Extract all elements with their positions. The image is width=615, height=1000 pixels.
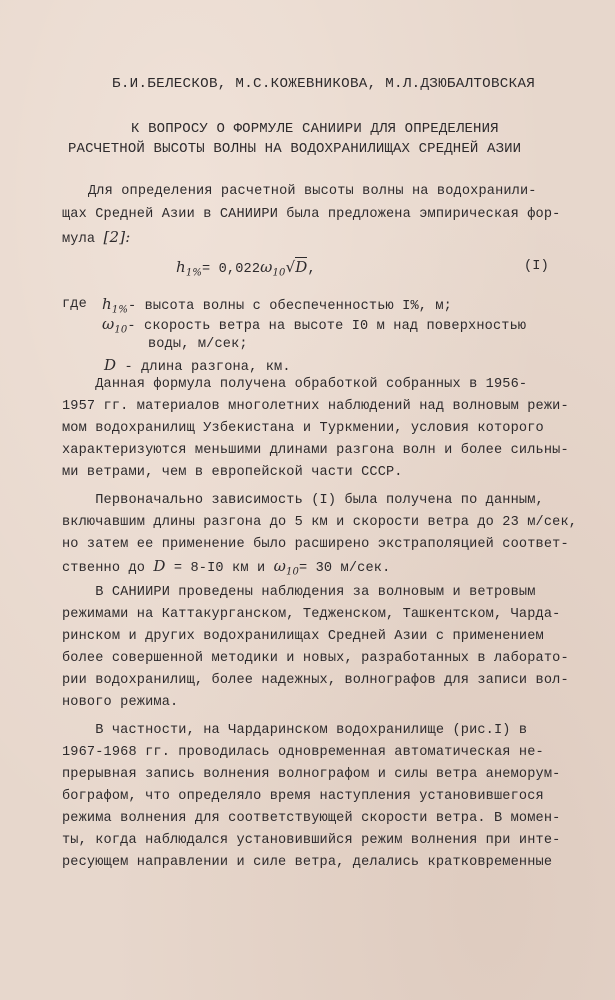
para1-line-5: ми ветрами, чем в европейской части СССР. bbox=[62, 465, 403, 480]
formula-h-subscript: 1% bbox=[185, 267, 202, 279]
para3-line-2: режимами на Каттакурганском, Тедженском, Ташкентском, Чарда- bbox=[62, 607, 561, 622]
formula-sqrt-sign: √ bbox=[285, 258, 296, 276]
para2-line-1: Первоначально зависимость (I) была получена по данным, bbox=[62, 493, 544, 508]
definition-h-symbol: h bbox=[102, 295, 112, 313]
authors-line: Б.И.БЕЛЕСКОВ, М.С.КОЖЕВНИКОВА, М.Л.ДЗЮБАЛТОВСКАЯ bbox=[112, 76, 536, 92]
para4-line-6: ты, когда наблюдался установившийся режим волнения при инте- bbox=[62, 833, 561, 848]
definition-d-symbol: D bbox=[104, 356, 117, 374]
intro-line-3-text: мула bbox=[62, 232, 104, 247]
definition-omega-text: - скорость ветра на высоте I0 м над поверхностью bbox=[127, 319, 527, 334]
intro-line-2: щах Средней Азии в САНИИРИ была предложена эмпирическая фор- bbox=[62, 207, 561, 222]
para4-line-2: 1967-1968 гг. проводилась одновременная автоматическая не- bbox=[62, 745, 544, 760]
para2-line-4-text-a: ственно до bbox=[62, 561, 154, 576]
para2-omega-symbol: ω bbox=[273, 557, 286, 575]
para2-line-2: включавшим длины разгона до 5 км и скорости ветра до 23 м/сек, bbox=[62, 515, 578, 530]
para2-line-4-text-b: = 8-I0 км и bbox=[165, 561, 274, 576]
intro-line-1: Для определения расчетной высоты волны на водохранили- bbox=[88, 184, 537, 199]
formula-number: (I) bbox=[524, 259, 549, 274]
formula-omega-symbol: ω bbox=[260, 258, 273, 276]
definition-h-text: - высота волны с обеспеченностью I%, м; bbox=[127, 299, 452, 314]
definition-d-text: - длина разгона, км. bbox=[124, 360, 291, 375]
para2-omega-subscript: 10 bbox=[285, 566, 299, 578]
para4-line-3: прерывная запись волнения волнографом и силы ветра анеморум- bbox=[62, 767, 561, 782]
title-line-1: К ВОПРОСУ О ФОРМУЛЕ САНИИРИ ДЛЯ ОПРЕДЕЛЕНИЯ bbox=[131, 121, 499, 137]
definition-omega bbox=[102, 316, 526, 339]
para4-line-7: ресующем направлении и силе ветра, делались кратковременные bbox=[62, 855, 553, 870]
para4-line-1: В частности, на Чардаринском водохранилище (рис.I) в bbox=[62, 723, 528, 738]
para3-line-3: ринском и других водохранилищах Средней Азии с применением bbox=[62, 629, 544, 644]
para4-line-5: режима волнения для соответствующей скорости ветра. В момен- bbox=[62, 811, 561, 826]
definition-omega-continued: воды, м/сек; bbox=[148, 337, 248, 352]
definitions-where: где bbox=[62, 297, 87, 312]
para1-line-3: мом водохранилищ Узбекистана и Туркмении, условия которого bbox=[62, 421, 544, 436]
para2-line-4-text-c: = 30 м/сек. bbox=[299, 561, 391, 576]
formula-coefficient: = 0,022 bbox=[201, 262, 261, 277]
para1-line-4: характеризуются меньшими длинами разгона волн и более сильны- bbox=[62, 443, 569, 458]
para3-line-1: В САНИИРИ проведены наблюдения за волновым и ветровым bbox=[62, 585, 536, 600]
intro-line-3 bbox=[62, 229, 130, 248]
para1-line-1: Данная формула получена обработкой собранных в 1956- bbox=[62, 377, 528, 392]
para2-line-4 bbox=[62, 558, 390, 581]
para3-line-6: нового режима. bbox=[62, 695, 179, 710]
definition-omega-symbol: ω bbox=[102, 315, 115, 333]
para2-line-3: но затем ее применение было расширено экстраполяцией соответ- bbox=[62, 537, 569, 552]
formula-h-symbol: h bbox=[176, 258, 186, 276]
definition-omega-subscript: 10 bbox=[114, 324, 128, 336]
reference-citation: [2]: bbox=[103, 228, 131, 246]
formula-omega-subscript: 10 bbox=[272, 267, 286, 279]
title-line-2: РАСЧЕТНОЙ ВЫСОТЫ ВОЛНЫ НА ВОДОХРАНИЛИЩАХ СРЕДНЕЙ АЗИИ bbox=[68, 141, 522, 157]
para3-line-4: более совершенной методики и новых, разработанных в лаборато- bbox=[62, 651, 569, 666]
definition-d bbox=[104, 357, 291, 376]
formula-comma: , bbox=[307, 262, 316, 277]
para4-line-4: бографом, что определяло время наступления установившегося bbox=[62, 789, 544, 804]
formula-sqrt-argument: D bbox=[295, 258, 308, 276]
definition-h-subscript: 1% bbox=[111, 304, 128, 316]
para2-d-symbol: D bbox=[153, 557, 166, 575]
para1-line-2: 1957 гг. материалов многолетних наблюдений над волновым режи- bbox=[62, 399, 569, 414]
formula bbox=[176, 259, 316, 282]
para3-line-5: рии водохранилищ, более надежных, волнографов для записи вол- bbox=[62, 673, 569, 688]
